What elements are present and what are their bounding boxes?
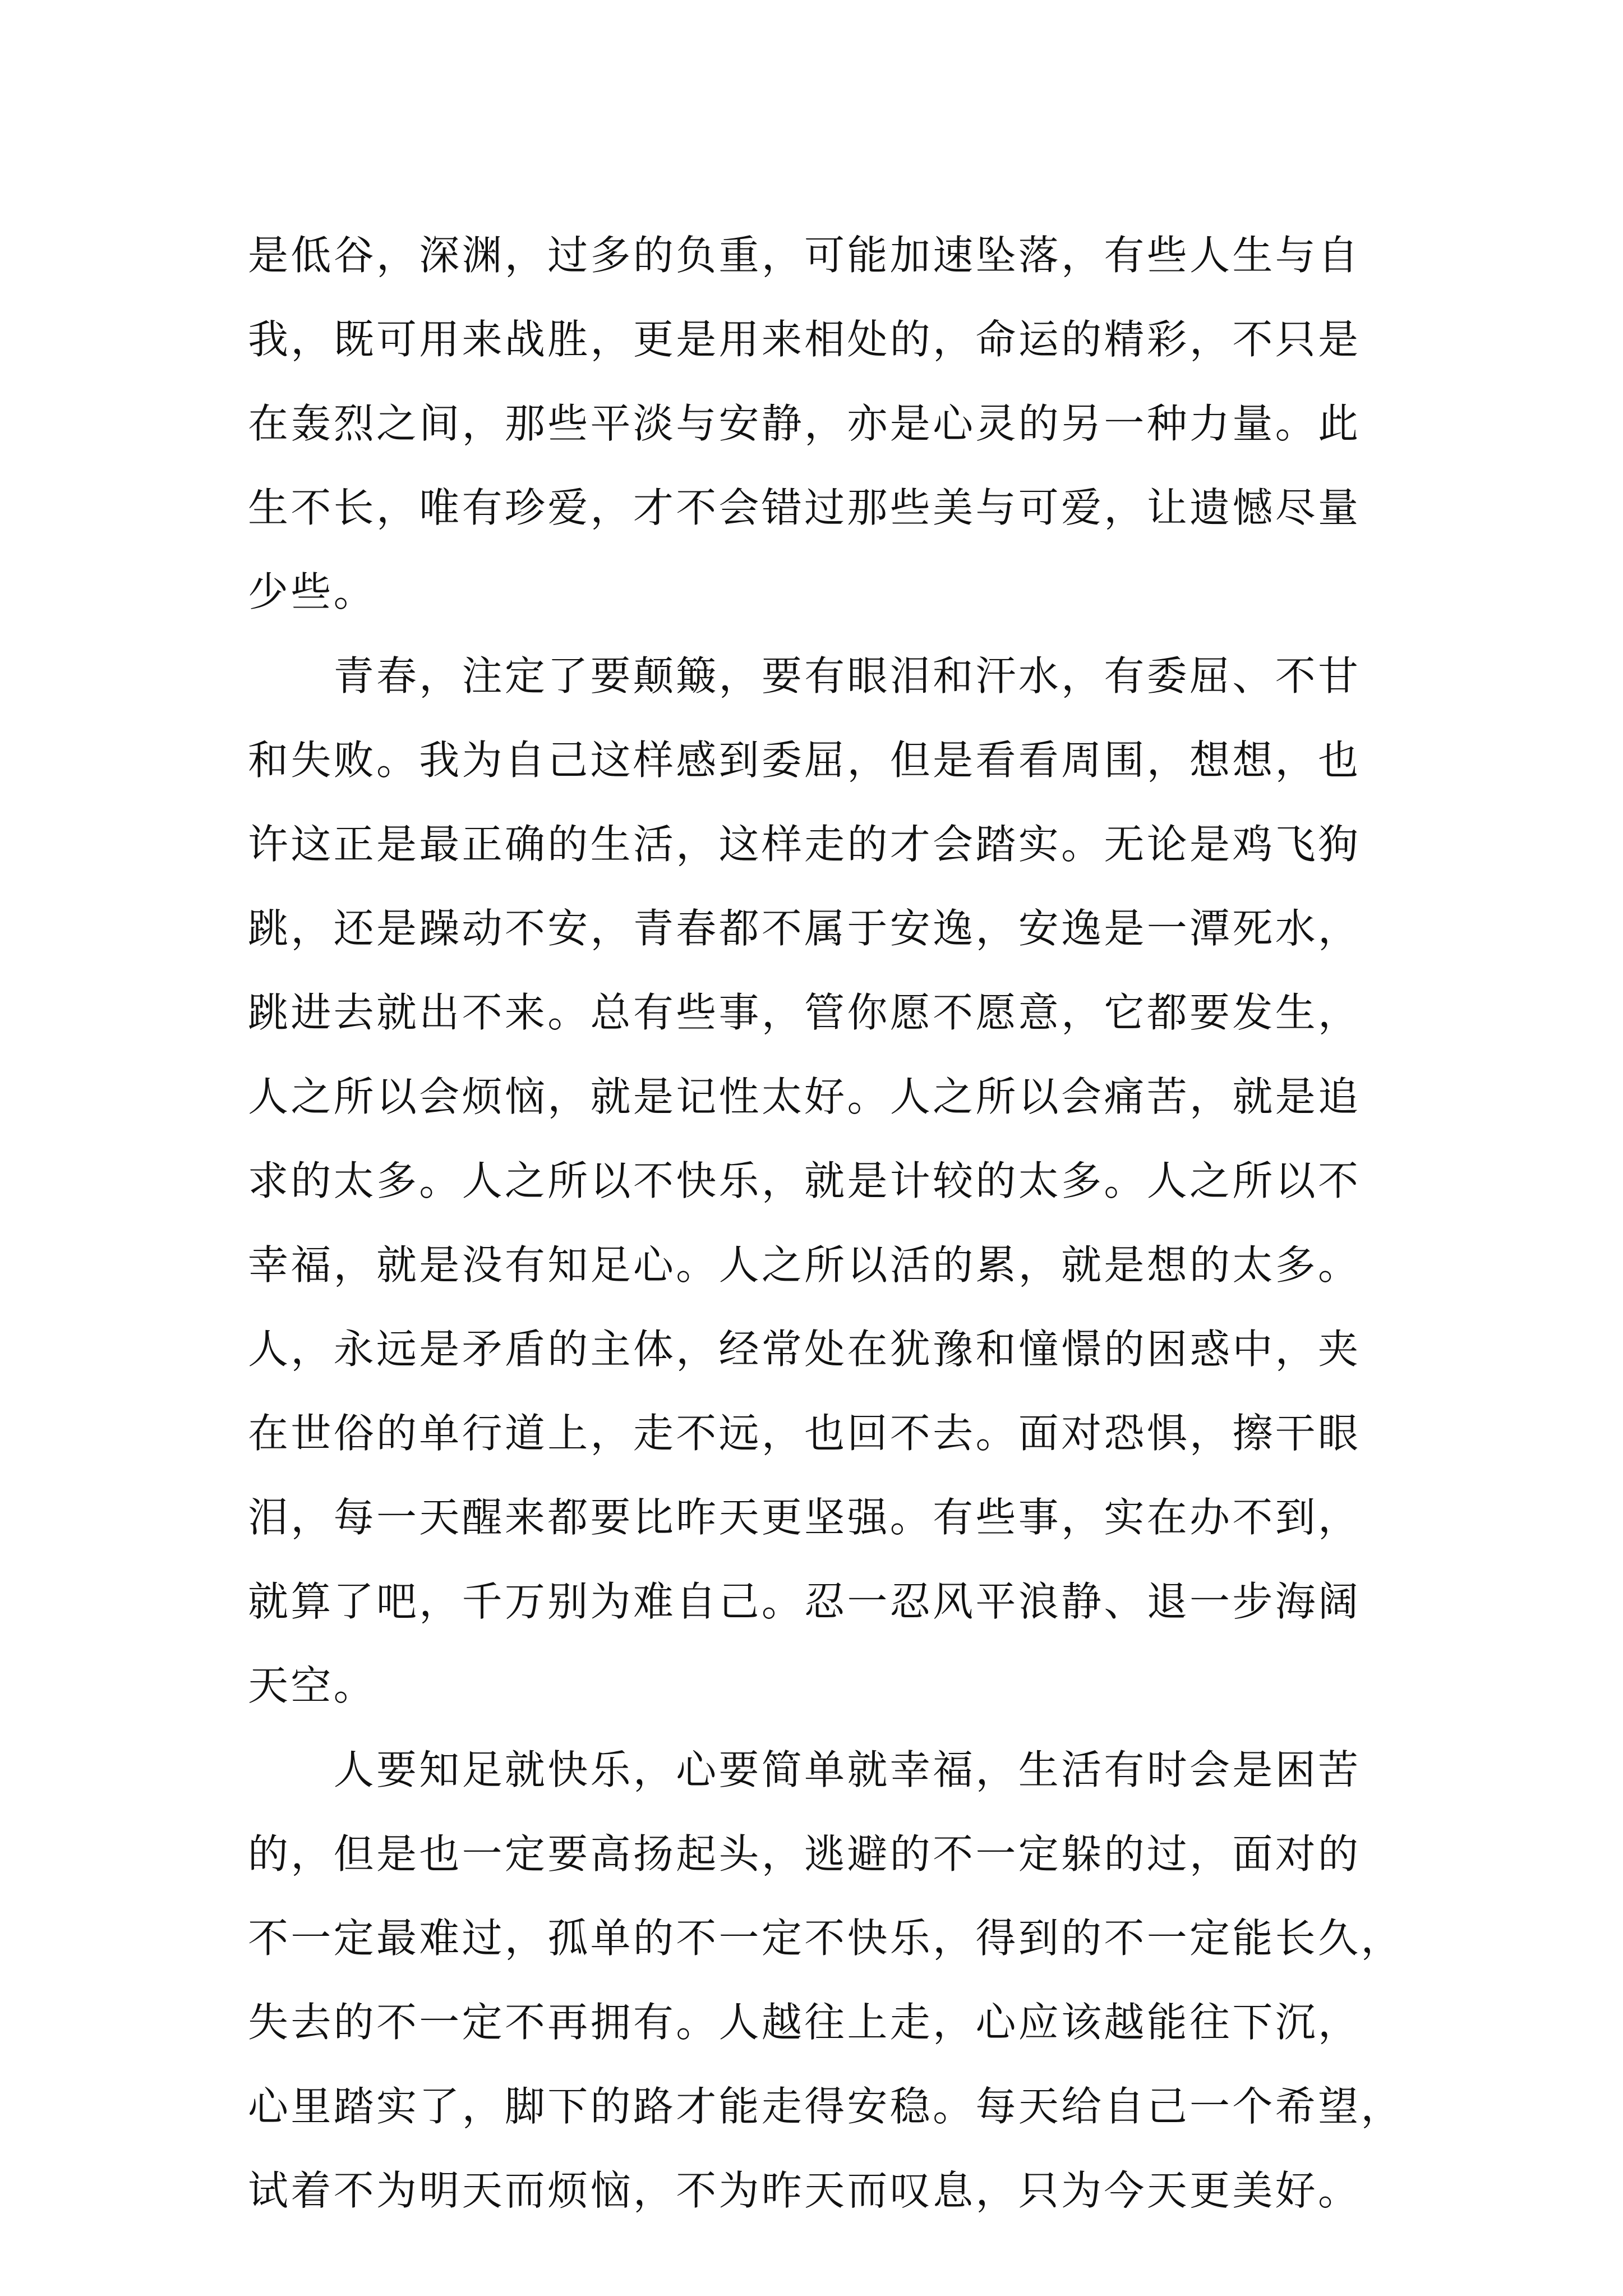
text-line: 幸福，就是没有知足心。人之所以活的累，就是想的太多。: [248, 1241, 1361, 1289]
text-line: 人要知足就快乐，心要简单就幸福，生活有时会是困苦: [248, 1746, 1361, 1793]
text-line: 跳进去就出不来。总有些事，管你愿不愿意，它都要发生，: [248, 989, 1361, 1036]
text-line: 不一定最难过，孤单的不一定不快乐，得到的不一定能长久，: [248, 1915, 1404, 1962]
text-line: 在轰烈之间，那些平淡与安静，亦是心灵的另一种力量。此: [248, 400, 1361, 447]
text-line: 泪，每一天醒来都要比昨天更坚强。有些事，实在办不到，: [248, 1494, 1361, 1541]
text-line: 失去的不一定不再拥有。人越往上走，心应该越能往下沉，: [248, 1999, 1361, 2046]
text-line: 心里踏实了，脚下的路才能走得安稳。每天给自己一个希望，: [248, 2083, 1404, 2130]
text-line: 的，但是也一定要高扬起头，逃避的不一定躲的过，面对的: [248, 1830, 1361, 1878]
text-line: 是低谷，深渊，过多的负重，可能加速坠落，有些人生与自: [248, 232, 1361, 279]
text-line: 在世俗的单行道上，走不远，也回不去。面对恐惧，擦干眼: [248, 1410, 1361, 1457]
text-line: 跳，还是躁动不安，青春都不属于安逸，安逸是一潭死水，: [248, 905, 1361, 952]
text-line: 试着不为明天而烦恼，不为昨天而叹息，只为今天更美好。: [248, 2167, 1361, 2214]
text-line: 就算了吧，千万别为难自己。忍一忍风平浪静、退一步海阔: [248, 1578, 1361, 1625]
body-text: [248, 213, 1404, 2233]
text-line: 人，永远是矛盾的主体，经常处在犹豫和憧憬的困惑中，夹: [248, 1326, 1361, 1373]
text-line: 青春，注定了要颠簸，要有眼泪和汗水，有委屈、不甘: [248, 652, 1361, 700]
text-line: 许这正是最正确的生活，这样走的才会踏实。无论是鸡飞狗: [248, 821, 1361, 868]
text-line: 我，既可用来战胜，更是用来相处的，命运的精彩，不只是: [248, 316, 1361, 363]
text-line: 人之所以会烦恼，就是记性太好。人之所以会痛苦，就是追: [248, 1073, 1361, 1120]
text-line: 生不长，唯有珍爱，才不会错过那些美与可爱，让遗憾尽量: [248, 484, 1361, 531]
text-line: 少些。: [248, 568, 376, 615]
text-line: 天空。: [248, 1662, 376, 1709]
text-line: 和失败。我为自己这样感到委屈，但是看看周围，想想，也: [248, 737, 1361, 784]
text-line: 求的太多。人之所以不快乐，就是计较的太多。人之所以不: [248, 1157, 1361, 1204]
